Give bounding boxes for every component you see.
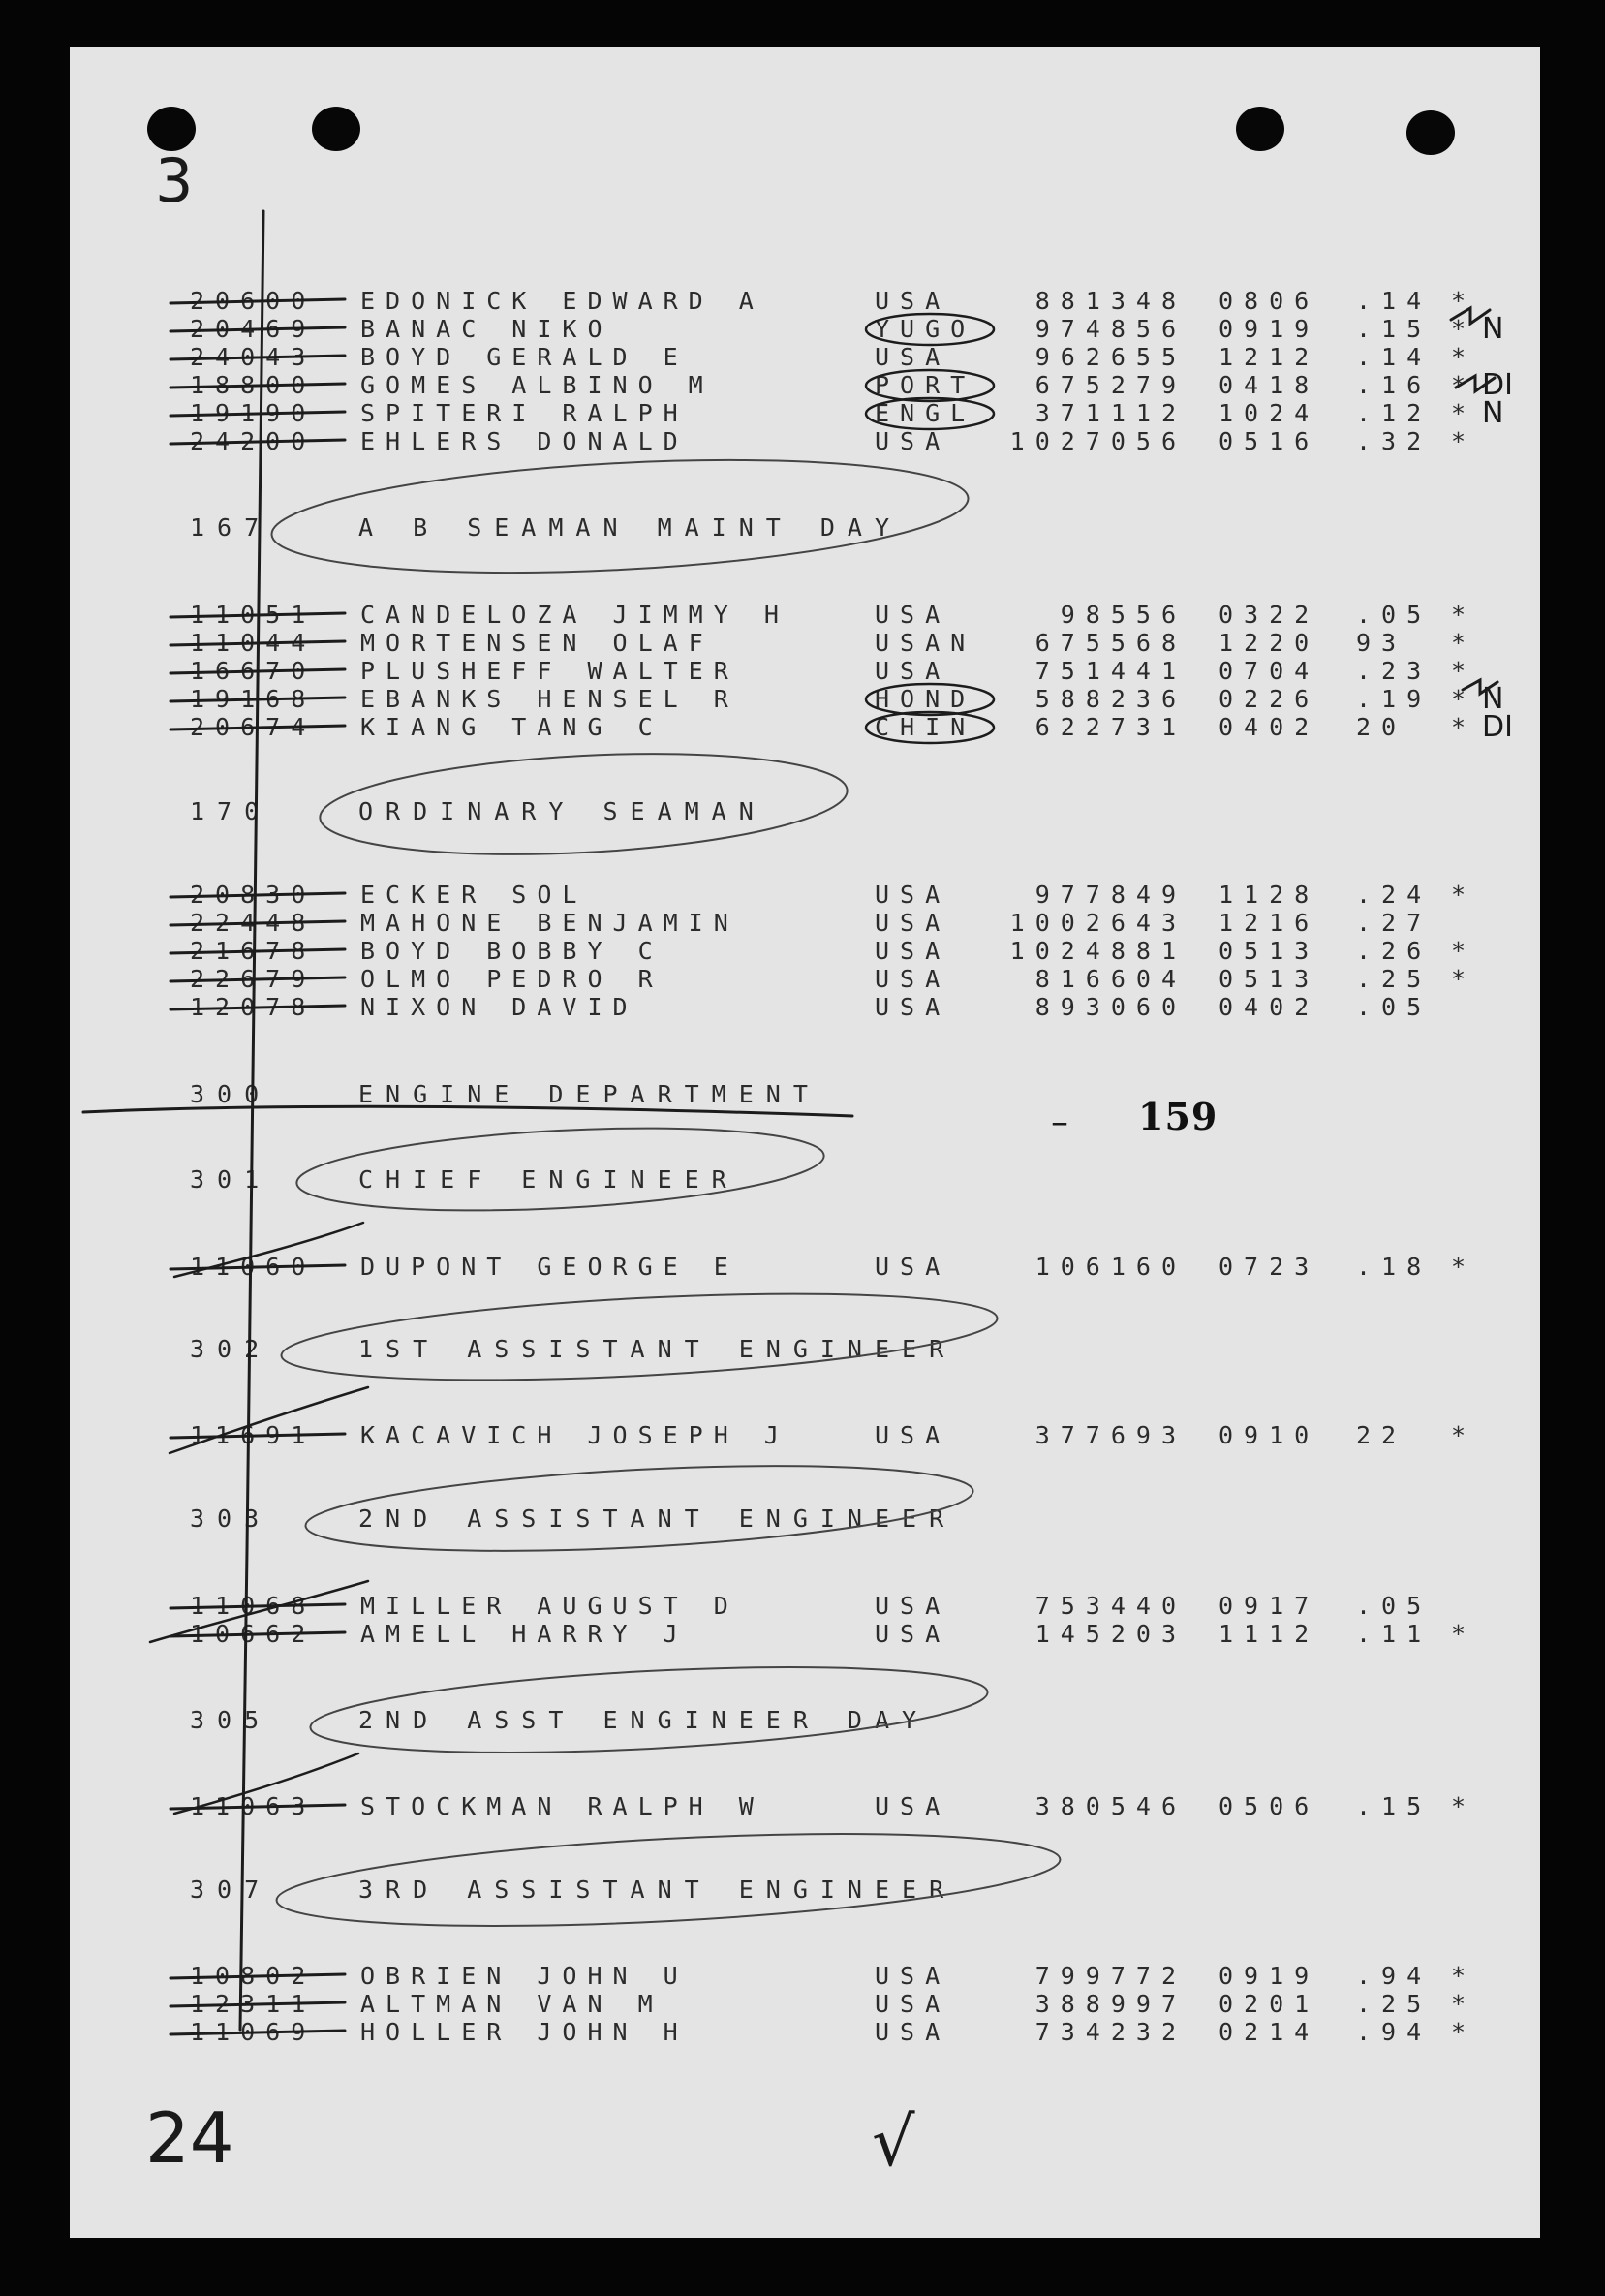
crew-row (0, 1421, 1605, 1450)
crew-row (0, 629, 1605, 658)
section-header (0, 1335, 1605, 1364)
crew-flag: * (1451, 1620, 1477, 1648)
section-header (0, 1706, 1605, 1735)
crew-name: CANDELOZA JIMMY H (360, 601, 789, 629)
crew-row (0, 965, 1605, 994)
crew-note: N (1482, 682, 1504, 716)
crew-number: 1024881 (1009, 937, 1187, 965)
crew-nationality: YUGO (875, 315, 976, 343)
section-code: 303 (190, 1505, 272, 1533)
crew-name: AMELL HARRY J (360, 1620, 689, 1648)
crew-rate: .15 (1356, 315, 1433, 343)
crew-code: 11691 (190, 1421, 317, 1449)
check-mark: √ (872, 2102, 915, 2182)
crew-name: BOYD BOBBY C (360, 937, 664, 965)
crew-nationality: USA (875, 909, 951, 937)
crew-nationality: USA (875, 1792, 951, 1820)
crew-name: EHLERS DONALD (360, 427, 689, 455)
crew-number: 675568 (1034, 629, 1187, 657)
crew-nationality: USA (875, 343, 951, 371)
crew-flag: * (1451, 2018, 1477, 2046)
crew-date: 1212 (1219, 343, 1320, 371)
crew-number: 371112 (1034, 399, 1187, 427)
crew-date: 0201 (1219, 1990, 1320, 2018)
crew-row (0, 312, 1605, 346)
crew-nationality: USA (875, 1620, 951, 1648)
crew-flag: * (1451, 601, 1477, 629)
section-title: A B SEAMAN MAINT DAY (358, 513, 903, 542)
section-title: 2ND ASSISTANT ENGINEER (358, 1505, 957, 1533)
crew-rate: .24 (1356, 881, 1433, 909)
crew-rate: 22 (1356, 1421, 1407, 1449)
crew-nationality: CHIN (875, 713, 976, 741)
section-code: 167 (190, 513, 272, 542)
crew-code: 20600 (190, 287, 317, 315)
crew-row (0, 881, 1605, 910)
bottom-left-handwritten-mark: 24 (145, 2097, 234, 2179)
crew-code: 22448 (190, 909, 317, 937)
crew-rate: 20 (1356, 713, 1407, 741)
crew-code: 18800 (190, 371, 317, 399)
crew-name: KIANG TANG C (360, 713, 664, 741)
crew-flag: * (1451, 371, 1477, 399)
crew-number: 734232 (1034, 2018, 1187, 2046)
crew-flag: * (1451, 1962, 1477, 1990)
crew-code: 20674 (190, 713, 317, 741)
crew-date: 0402 (1219, 993, 1320, 1021)
crew-number: 675279 (1034, 371, 1187, 399)
crew-flag: * (1451, 287, 1477, 315)
crew-flag: * (1451, 657, 1477, 685)
crew-rate: .25 (1356, 1990, 1433, 2018)
crew-date: 0704 (1219, 657, 1320, 685)
crew-code: 12311 (190, 1990, 317, 2018)
crew-number: 799772 (1034, 1962, 1187, 1990)
crew-code: 24043 (190, 343, 317, 371)
crew-date: 0513 (1219, 937, 1320, 965)
section-title: 2ND ASST ENGINEER DAY (358, 1706, 930, 1734)
crew-number: 106160 (1034, 1253, 1187, 1281)
crew-nationality: USA (875, 1990, 951, 2018)
crew-number: 816604 (1034, 965, 1187, 993)
punch-hole (1236, 107, 1284, 151)
crew-date: 0402 (1219, 713, 1320, 741)
crew-number: 962655 (1034, 343, 1187, 371)
crew-date: 0418 (1219, 371, 1320, 399)
crew-name: DUPONT GEORGE E (360, 1253, 739, 1281)
crew-date: 0506 (1219, 1792, 1320, 1820)
crew-code: 22679 (190, 965, 317, 993)
dash-mark: – (1051, 1102, 1068, 1142)
crew-code: 11044 (190, 629, 317, 657)
section-code: 305 (190, 1706, 272, 1734)
crew-flag: * (1451, 343, 1477, 371)
page-number-stamp: 159 (1138, 1095, 1219, 1138)
crew-row (0, 1962, 1605, 1991)
crew-number: 380546 (1034, 1792, 1187, 1820)
crew-code: 10662 (190, 1620, 317, 1648)
crew-date: 0806 (1219, 287, 1320, 315)
crew-name: KACAVICH JOSEPH J (360, 1421, 789, 1449)
crew-name: BOYD GERALD E (360, 343, 689, 371)
crew-name: OLMO PEDRO R (360, 965, 664, 993)
crew-date: 0516 (1219, 427, 1320, 455)
crew-code: 24200 (190, 427, 317, 455)
crew-flag: * (1451, 1990, 1477, 2018)
crew-name: GOMES ALBINO M (360, 371, 714, 399)
crew-date: 0910 (1219, 1421, 1320, 1449)
crew-rate: .05 (1356, 993, 1433, 1021)
crew-rate: .12 (1356, 399, 1433, 427)
crew-rate: .11 (1356, 1620, 1433, 1648)
crew-rate: .14 (1356, 343, 1433, 371)
section-code: 301 (190, 1165, 272, 1194)
crew-date: 1220 (1219, 629, 1320, 657)
crew-number: 1002643 (1009, 909, 1187, 937)
crew-date: 0322 (1219, 601, 1320, 629)
crew-name: PLUSHEFF WALTER (360, 657, 739, 685)
crew-note: DI (1482, 368, 1513, 402)
crew-code: 11068 (190, 1592, 317, 1620)
crew-code: 19190 (190, 399, 317, 427)
crew-name: BANAC NIKO (360, 315, 613, 343)
crew-note: N (1482, 312, 1504, 346)
crew-code: 11051 (190, 601, 317, 629)
crew-rate: .19 (1356, 685, 1433, 713)
crew-row (0, 710, 1605, 744)
crew-nationality: USA (875, 1421, 951, 1449)
crew-rate: .26 (1356, 937, 1433, 965)
crew-nationality: USA (875, 965, 951, 993)
crew-flag: * (1451, 685, 1477, 713)
crew-flag: * (1451, 399, 1477, 427)
crew-number: 377693 (1034, 1421, 1187, 1449)
crew-date: 0919 (1219, 315, 1320, 343)
crew-rate: .94 (1356, 1962, 1433, 1990)
crew-name: OBRIEN JOHN U (360, 1962, 689, 1990)
crew-flag: * (1451, 1253, 1477, 1281)
crew-date: 0919 (1219, 1962, 1320, 1990)
crew-code: 20469 (190, 315, 317, 343)
crew-number: 977849 (1034, 881, 1187, 909)
crew-nationality: USA (875, 1592, 951, 1620)
crew-name: NIXON DAVID (360, 993, 638, 1021)
crew-nationality: USA (875, 993, 951, 1021)
crew-nationality: USA (875, 1962, 951, 1990)
crew-nationality: USA (875, 937, 951, 965)
crew-nationality: PORT (875, 371, 976, 399)
section-code: 307 (190, 1876, 272, 1904)
crew-nationality: ENGL (875, 399, 976, 427)
crew-rate: .15 (1356, 1792, 1433, 1820)
crew-date: 0917 (1219, 1592, 1320, 1620)
crew-row (0, 937, 1605, 966)
crew-number: 751441 (1034, 657, 1187, 685)
crew-name: MORTENSEN OLAF (360, 629, 714, 657)
crew-row (0, 427, 1605, 456)
crew-row (0, 993, 1605, 1022)
crew-code: 12078 (190, 993, 317, 1021)
crew-date: 1216 (1219, 909, 1320, 937)
crew-code: 11069 (190, 2018, 317, 2046)
section-header (0, 513, 1605, 543)
crew-name: MAHONE BENJAMIN (360, 909, 739, 937)
crew-row (0, 657, 1605, 686)
crew-code: 11060 (190, 1253, 317, 1281)
crew-date: 1112 (1219, 1620, 1320, 1648)
crew-number: 388997 (1034, 1990, 1187, 2018)
section-header (0, 1876, 1605, 1905)
section-code: 302 (190, 1335, 272, 1363)
crew-name: HOLLER JOHN H (360, 2018, 689, 2046)
crew-flag: * (1451, 937, 1477, 965)
crew-nationality: USA (875, 2018, 951, 2046)
crew-row (0, 2018, 1605, 2047)
crew-code: 20830 (190, 881, 317, 909)
section-code: 300 (190, 1080, 272, 1108)
crew-row (0, 1253, 1605, 1282)
crew-rate: .27 (1356, 909, 1433, 937)
crew-code: 11063 (190, 1792, 317, 1820)
crew-number: 881348 (1034, 287, 1187, 315)
crew-date: 0513 (1219, 965, 1320, 993)
crew-rate: .32 (1356, 427, 1433, 455)
crew-rate: .05 (1356, 1592, 1433, 1620)
crew-code: 10802 (190, 1962, 317, 1990)
punch-hole (1406, 110, 1455, 155)
crew-rate: .25 (1356, 965, 1433, 993)
punch-hole (312, 107, 360, 151)
crew-code: 19168 (190, 685, 317, 713)
crew-flag: * (1451, 713, 1477, 741)
crew-row (0, 682, 1605, 716)
crew-number: 145203 (1034, 1620, 1187, 1648)
crew-rate: .18 (1356, 1253, 1433, 1281)
crew-row (0, 1620, 1605, 1649)
section-header (0, 797, 1605, 826)
crew-number: 893060 (1034, 993, 1187, 1021)
crew-nationality: USA (875, 657, 951, 685)
crew-nationality: HOND (875, 685, 976, 713)
crew-row (0, 1592, 1605, 1621)
crew-row (0, 368, 1605, 402)
crew-rate: .16 (1356, 371, 1433, 399)
crew-number: 974856 (1034, 315, 1187, 343)
crew-rate: .05 (1356, 601, 1433, 629)
crew-name: MILLER AUGUST D (360, 1592, 739, 1620)
crew-date: 1128 (1219, 881, 1320, 909)
crew-row (0, 396, 1605, 430)
crew-date: 0226 (1219, 685, 1320, 713)
crew-nationality: USA (875, 601, 951, 629)
corner-handwritten-mark: 3 (155, 145, 194, 216)
crew-row (0, 1792, 1605, 1821)
crew-code: 16670 (190, 657, 317, 685)
crew-rate: .14 (1356, 287, 1433, 315)
crew-rate: .23 (1356, 657, 1433, 685)
crew-nationality: USA (875, 1253, 951, 1281)
crew-row (0, 601, 1605, 630)
crew-flag: * (1451, 315, 1477, 343)
crew-row (0, 287, 1605, 316)
crew-flag: * (1451, 629, 1477, 657)
crew-name: EBANKS HENSEL R (360, 685, 739, 713)
crew-name: EDONICK EDWARD A (360, 287, 764, 315)
crew-flag: * (1451, 965, 1477, 993)
crew-row (0, 1990, 1605, 2019)
crew-name: ECKER SOL (360, 881, 588, 909)
crew-date: 1024 (1219, 399, 1320, 427)
crew-nationality: USAN (875, 629, 976, 657)
section-header (0, 1505, 1605, 1534)
crew-flag: * (1451, 1792, 1477, 1820)
crew-name: ALTMAN VAN M (360, 1990, 664, 2018)
crew-note: DI (1482, 710, 1513, 744)
crew-flag: * (1451, 427, 1477, 455)
crew-rate: .94 (1356, 2018, 1433, 2046)
crew-number: 588236 (1034, 685, 1187, 713)
section-header (0, 1165, 1605, 1195)
crew-date: 0723 (1219, 1253, 1320, 1281)
crew-row (0, 343, 1605, 372)
crew-nationality: USA (875, 881, 951, 909)
section-title: ORDINARY SEAMAN (358, 797, 766, 825)
section-title: CHIEF ENGINEER (358, 1165, 739, 1194)
crew-flag: * (1451, 1421, 1477, 1449)
crew-code: 21678 (190, 937, 317, 965)
section-code: 170 (190, 797, 272, 825)
crew-rate: 93 (1356, 629, 1407, 657)
section-title: 1ST ASSISTANT ENGINEER (358, 1335, 957, 1363)
crew-flag: * (1451, 881, 1477, 909)
crew-date: 0214 (1219, 2018, 1320, 2046)
section-title: 3RD ASSISTANT ENGINEER (358, 1876, 957, 1904)
crew-note: N (1482, 396, 1504, 430)
crew-name: STOCKMAN RALPH W (360, 1792, 764, 1820)
crew-number: 622731 (1034, 713, 1187, 741)
section-title: ENGINE DEPARTMENT (358, 1080, 820, 1108)
crew-number: 753440 (1034, 1592, 1187, 1620)
crew-number: 98556 (1060, 601, 1187, 629)
section-header (0, 1080, 1605, 1109)
crew-nationality: USA (875, 287, 951, 315)
crew-nationality: USA (875, 427, 951, 455)
crew-name: SPITERI RALPH (360, 399, 689, 427)
crew-row (0, 909, 1605, 938)
crew-number: 1027056 (1009, 427, 1187, 455)
